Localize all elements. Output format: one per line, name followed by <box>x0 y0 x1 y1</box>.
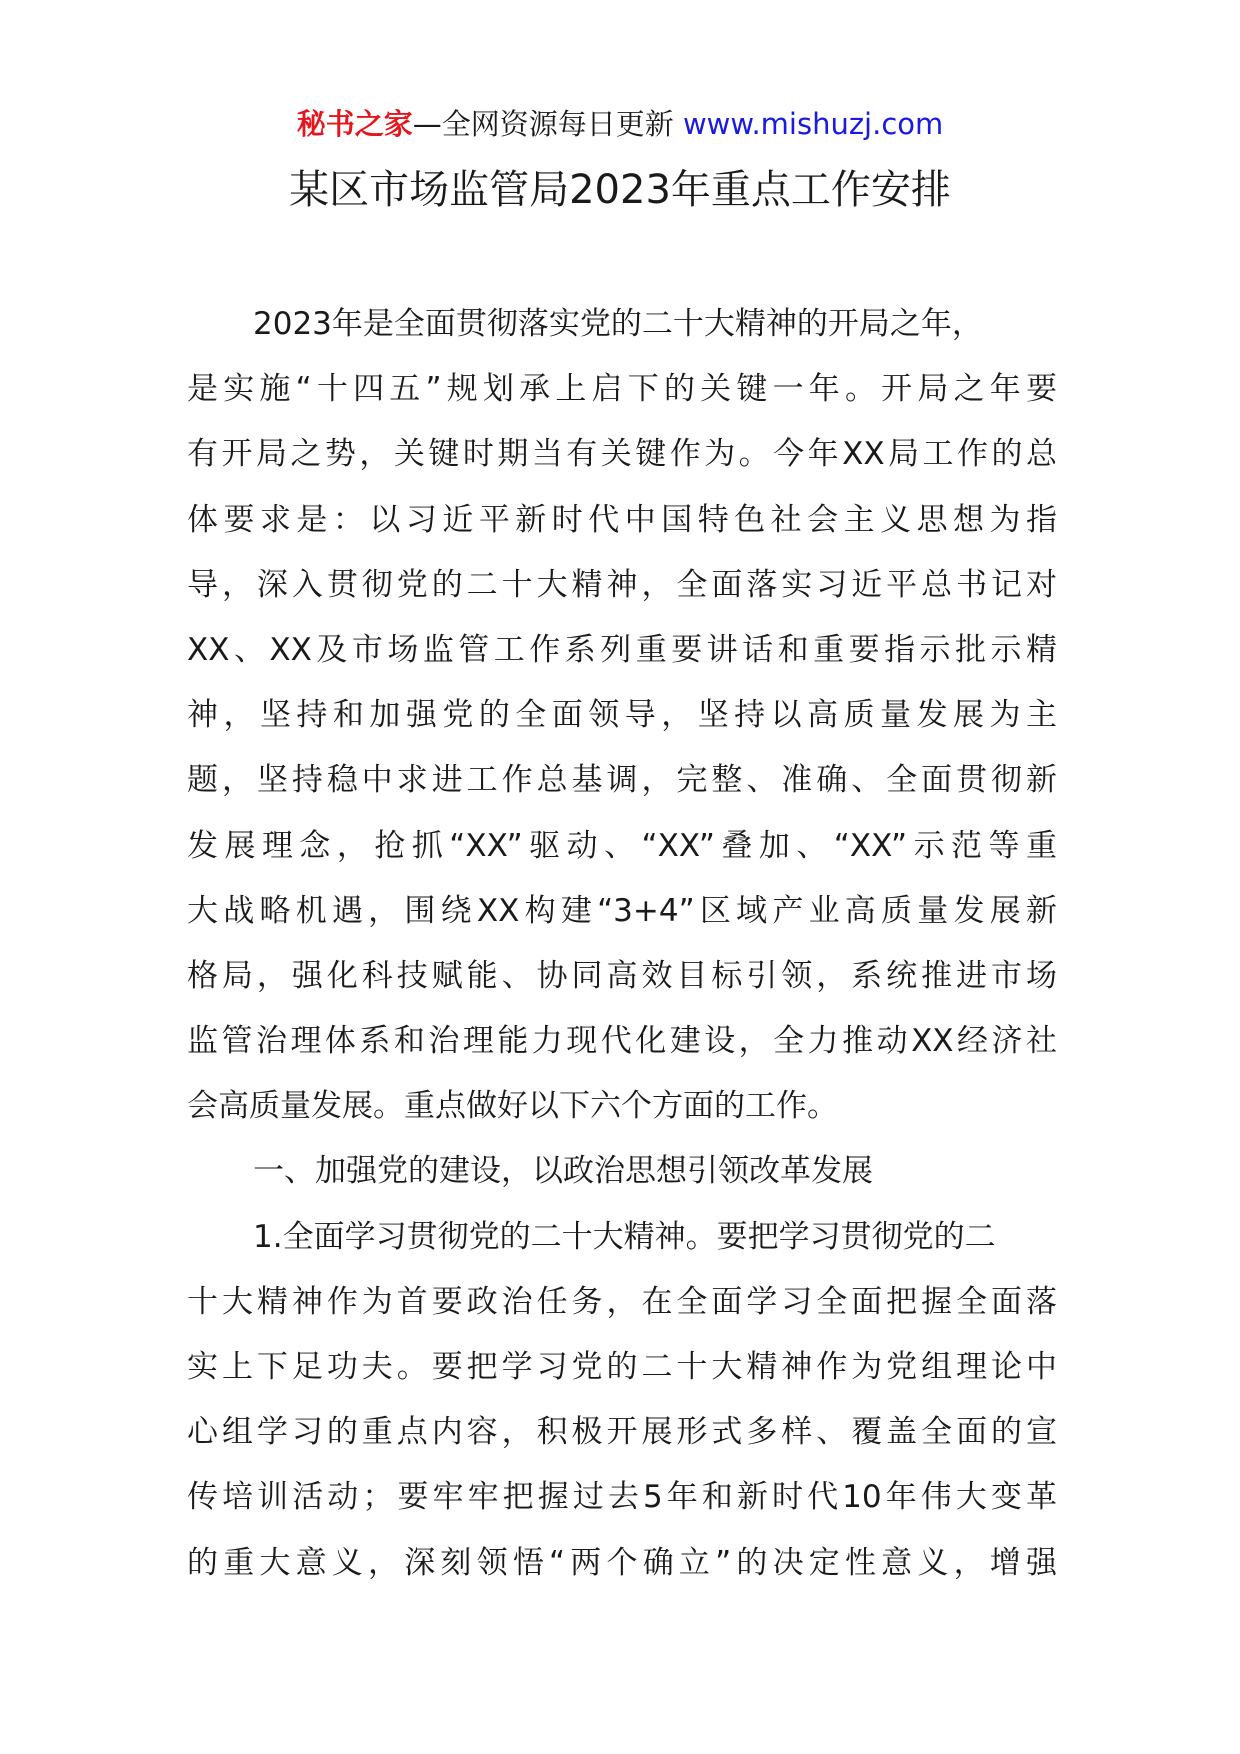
banner-tagline: —全网资源每日更新 <box>412 107 674 141</box>
body-line: 1.全面学习贯彻党的二十大精神。要把学习贯彻党的二 <box>253 1218 996 1255</box>
body-line: 十大精神作为首要政治任务，在全面学习全面把握全面落 <box>187 1283 1057 1320</box>
body-line: 会高质量发展。重点做好以下六个方面的工作。 <box>187 1088 838 1125</box>
body-line: 传培训活动；要牢牢把握过去5年和新时代10年伟大变革 <box>187 1479 1057 1516</box>
banner-url-link[interactable]: www.mishuzj.com <box>682 107 944 141</box>
body-line: 的重大意义，深刻领悟“两个确立”的决定性意义，增强 <box>187 1544 1057 1581</box>
body-line: 2023年是全面贯彻落实党的二十大精神的开局之年， <box>253 306 983 342</box>
body-line: 导，深入贯彻党的二十大精神，全面落实习近平总书记对 <box>187 566 1057 603</box>
body-line: 神，坚持和加强党的全面领导，坚持以高质量发展为主 <box>187 697 1057 734</box>
body-line: XX、XX及市场监管工作系列重要讲话和重要指示批示精 <box>187 631 1057 668</box>
body-line: 实上下足功夫。要把学习党的二十大精神作为党组理论中 <box>187 1349 1057 1385</box>
document-title: 某区市场监管局2023年重点工作安排 <box>289 167 951 213</box>
body-line: 监管治理体系和治理能力现代化建设，全力推动XX经济社 <box>187 1023 1057 1060</box>
body-line: 发展理念，抢抓“XX”驱动、“XX”叠加、“XX”示范等重 <box>187 827 1057 864</box>
body-line: 大战略机遇，围绕XX构建“3+4”区域产业高质量发展新 <box>187 892 1057 929</box>
body-line: 有开局之势，关键时期当有关键作为。今年XX局工作的总 <box>187 436 1057 473</box>
body-line: 格局，强化科技赋能、协同高效目标引领，系统推进市场 <box>187 957 1057 994</box>
site-banner <box>0 104 1240 144</box>
body-line: 体要求是：以习近平新时代中国特色社会主义思想为指 <box>187 501 1057 538</box>
banner-brand: 秘书之家 <box>296 107 413 141</box>
body-line: 题，坚持稳中求进工作总基调，完整、准确、全面贯彻新 <box>187 762 1057 799</box>
body-line: 是实施“十四五”规划承上启下的关键一年。开局之年要 <box>187 371 1057 408</box>
body-line: 心组学习的重点内容，积极开展形式多样、覆盖全面的宣 <box>187 1414 1057 1451</box>
document-body <box>187 292 1057 1596</box>
section-heading: 一、加强党的建设，以政治思想引领改革发展 <box>253 1153 873 1190</box>
